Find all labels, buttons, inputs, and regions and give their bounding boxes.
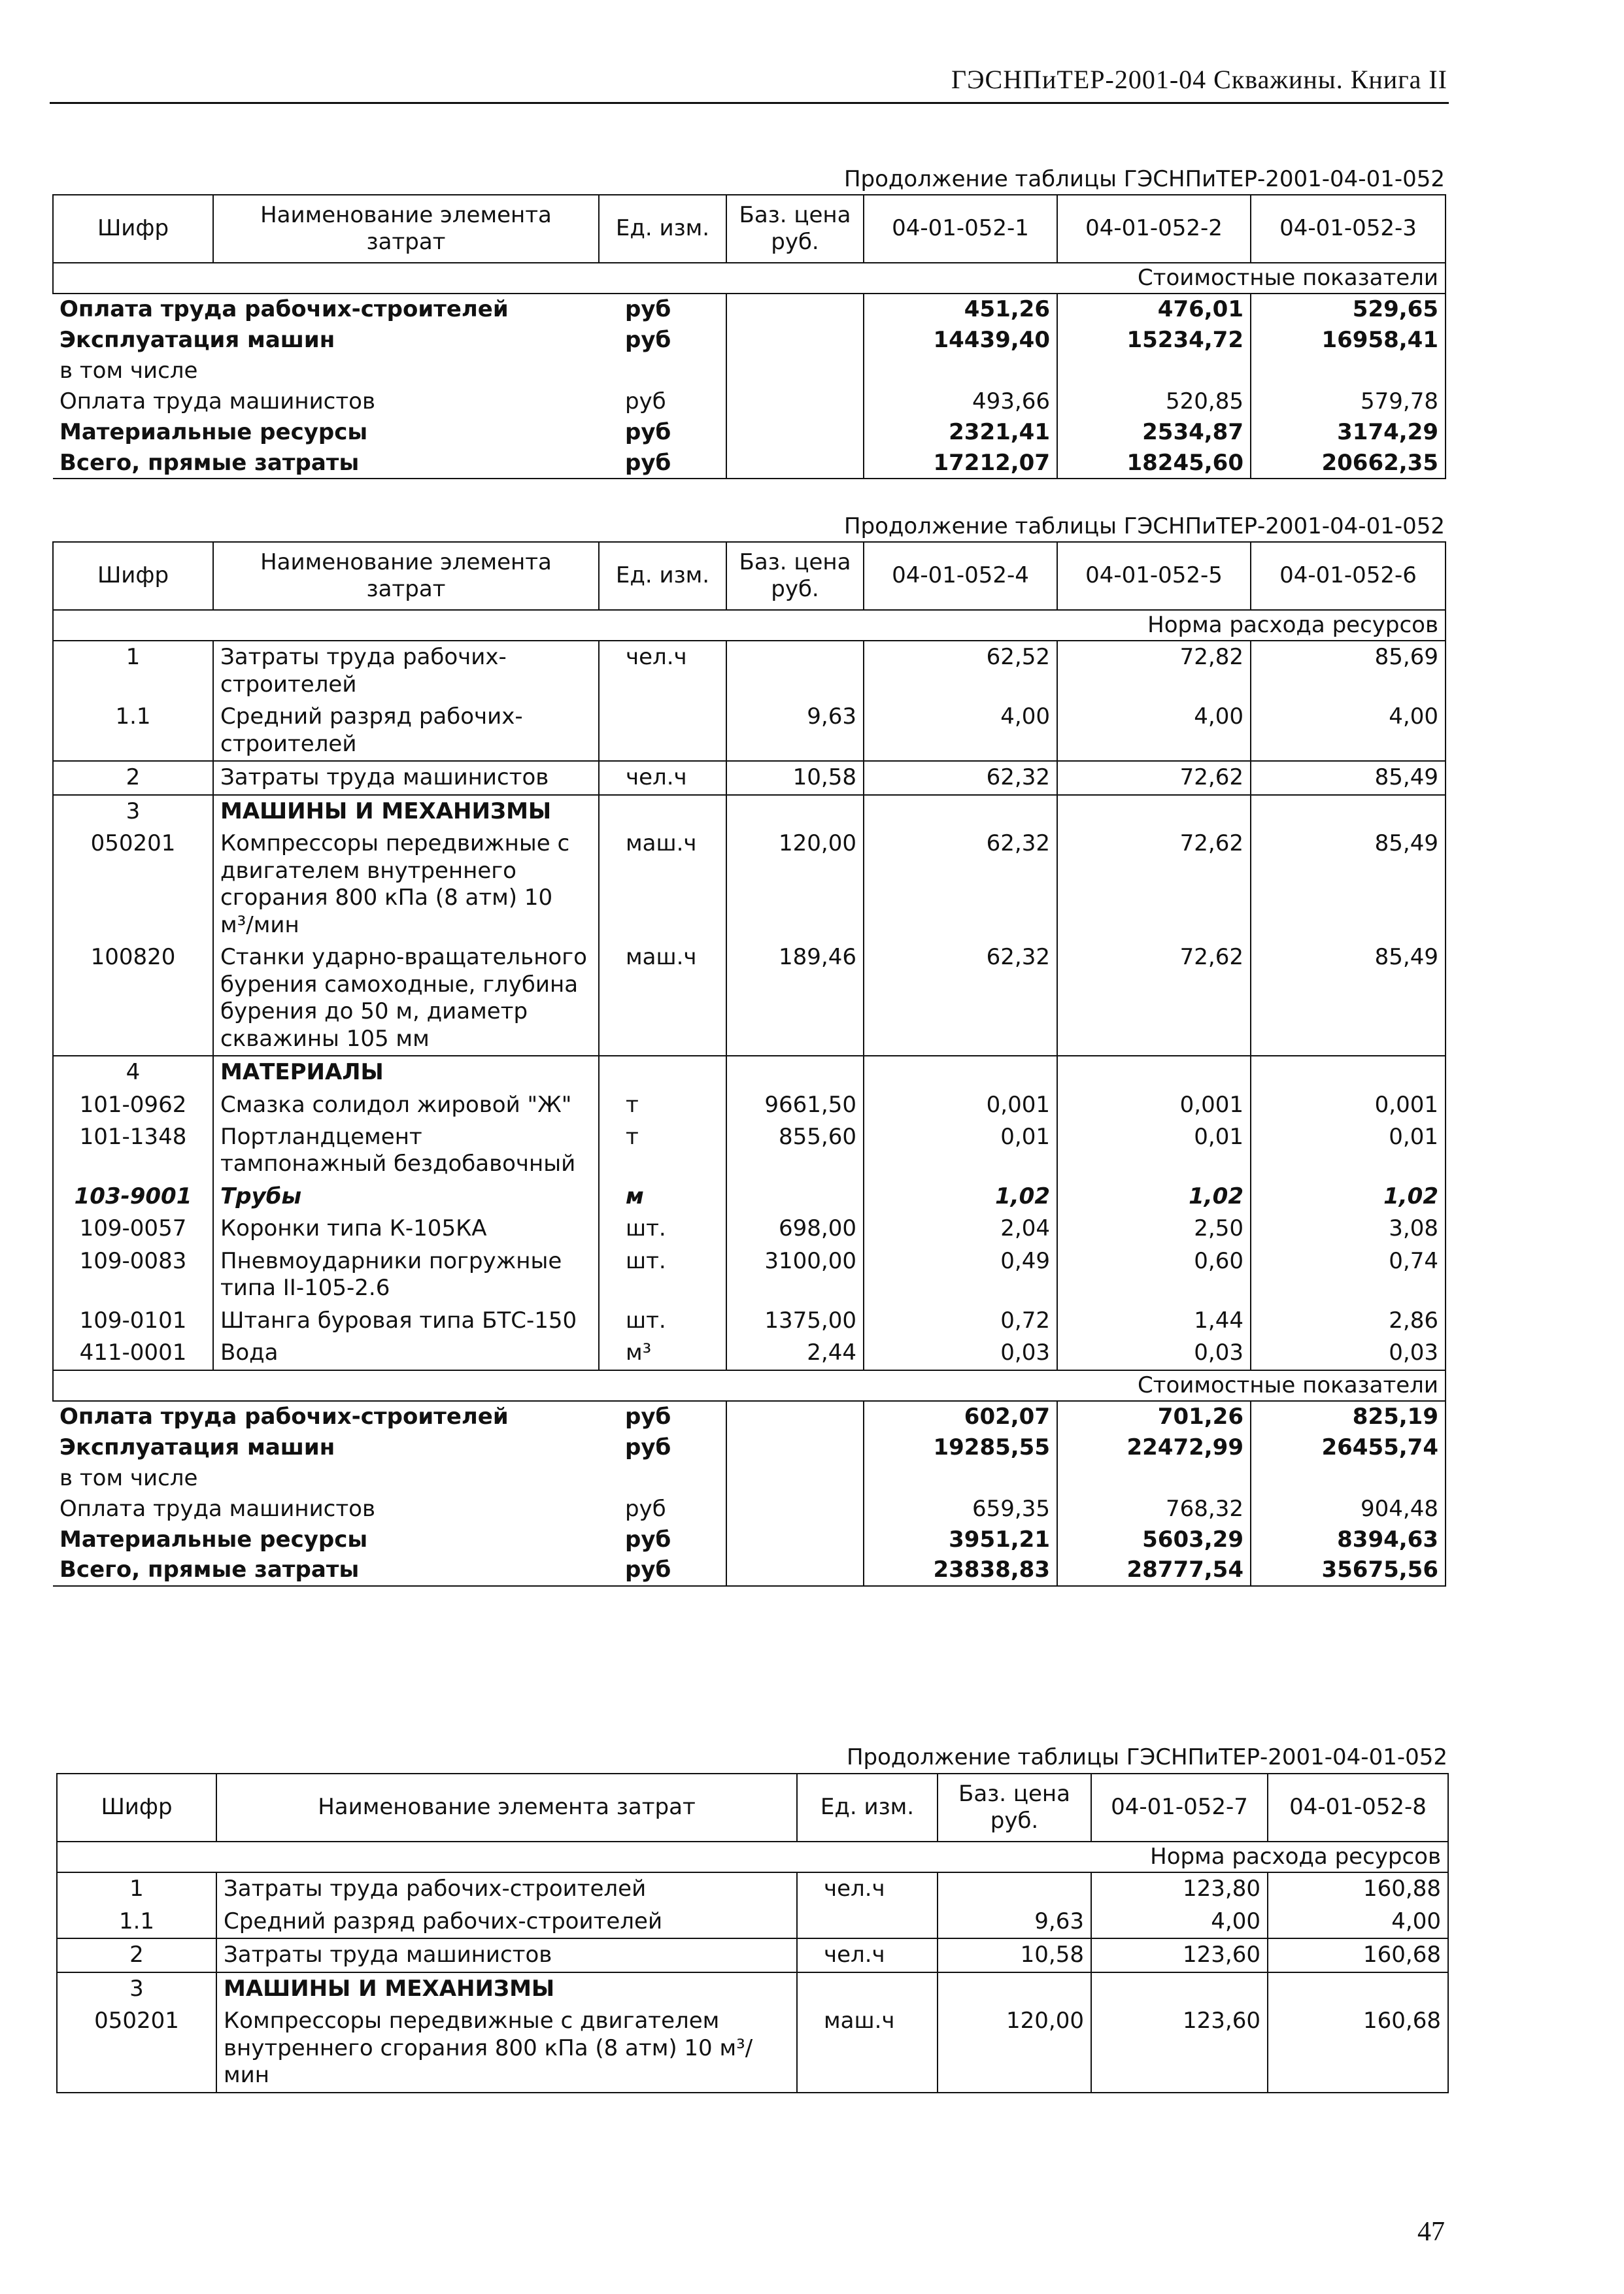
summary-value: 476,01	[1057, 294, 1251, 325]
row-unit: чел.ч	[599, 761, 726, 794]
summary-value: 579,78	[1251, 386, 1446, 417]
table-row	[57, 1972, 1448, 2005]
row-name: Затраты труда машинистов	[213, 761, 599, 794]
row-value: 160,88	[1268, 1872, 1448, 1905]
row-code: 103-9001	[53, 1181, 213, 1213]
row-code: 050201	[53, 828, 213, 941]
row-value: 0,74	[1251, 1245, 1446, 1305]
row-value: 0,03	[1251, 1337, 1446, 1370]
header-price: Баз. цена руб.	[938, 1774, 1091, 1842]
row-value: 72,62	[1057, 828, 1251, 941]
row-unit: шт.	[599, 1245, 726, 1305]
summary-price	[726, 1463, 864, 1494]
summary-name: Материальные ресурсы	[59, 1526, 368, 1553]
summary-value: 20662,35	[1251, 448, 1446, 479]
summary-unit: руб	[599, 1401, 726, 1432]
summary-value: 3174,29	[1251, 417, 1446, 448]
row-price: 698,00	[726, 1213, 864, 1245]
summary-name: Всего, прямые затраты	[53, 1555, 599, 1586]
table-row	[53, 1121, 1446, 1181]
section-label: Стоимостные показатели	[53, 263, 1446, 294]
summary-unit: руб	[599, 448, 726, 479]
summary-name: Материальные ресурсы	[59, 418, 368, 445]
row-value: 1,44	[1057, 1305, 1251, 1337]
table3	[56, 1773, 1449, 2093]
row-value: 0,60	[1057, 1245, 1251, 1305]
header-row	[53, 195, 1446, 263]
table-row	[57, 1938, 1448, 1972]
table-row	[53, 1089, 1446, 1121]
section-label: Норма расхода ресурсов	[57, 1842, 1448, 1872]
summary-row	[53, 1401, 1446, 1432]
row-code: 3	[53, 795, 213, 828]
table-row	[53, 641, 1446, 701]
table3-caption: Продолжение таблицы ГЭСНПиТЕР-2001-04-01-052	[846, 1744, 1447, 1770]
summary-price	[726, 1494, 864, 1525]
row-value	[1268, 1972, 1448, 2005]
row-price: 120,00	[726, 828, 864, 941]
row-value: 0,72	[864, 1305, 1057, 1337]
row-value: 4,00	[1268, 1906, 1448, 1938]
summary-name: в том числе	[59, 1464, 198, 1491]
summary-value	[1057, 1463, 1251, 1494]
summary-value: 493,66	[864, 386, 1057, 417]
summary-value	[1251, 356, 1446, 386]
summary-row	[53, 1463, 1446, 1494]
header-column-code: 04-01-052-3	[1251, 195, 1446, 263]
summary-row	[53, 325, 1446, 356]
row-unit: т	[599, 1121, 726, 1181]
row-unit: маш.ч	[797, 2005, 938, 2092]
summary-row	[53, 294, 1446, 325]
summary-name: Всего, прямые затраты	[53, 448, 599, 479]
summary-price	[726, 448, 864, 479]
row-value: 4,00	[1251, 701, 1446, 761]
row-value: 123,80	[1091, 1872, 1268, 1905]
summary-price	[726, 294, 864, 325]
row-value: 4,00	[864, 701, 1057, 761]
table-row	[53, 1305, 1446, 1337]
table1-caption: Продолжение таблицы ГЭСНПиТЕР-2001-04-01-052	[843, 166, 1445, 192]
summary-name: Эксплуатация машин	[59, 327, 335, 354]
header-column-code: 04-01-052-8	[1268, 1774, 1448, 1842]
row-value: 0,001	[864, 1089, 1057, 1121]
header-column-code: 04-01-052-7	[1091, 1774, 1268, 1842]
summary-value: 768,32	[1057, 1494, 1251, 1525]
summary-value: 529,65	[1251, 294, 1446, 325]
row-price	[938, 1872, 1091, 1905]
summary-value: 904,48	[1251, 1494, 1446, 1525]
row-unit: м	[599, 1181, 726, 1213]
row-name: Затраты труда машинистов	[216, 1938, 797, 1972]
summary-value: 451,26	[864, 294, 1057, 325]
row-value: 62,32	[864, 941, 1057, 1056]
summary-value: 28777,54	[1057, 1555, 1251, 1586]
summary-value: 16958,41	[1251, 325, 1446, 356]
row-price	[726, 641, 864, 701]
table-row	[57, 1872, 1448, 1905]
row-unit: шт.	[599, 1213, 726, 1245]
summary-price	[726, 417, 864, 448]
summary-row	[53, 417, 1446, 448]
row-unit	[797, 1906, 938, 1938]
summary-row	[53, 356, 1446, 386]
row-name: Трубы	[213, 1181, 599, 1213]
summary-price	[726, 325, 864, 356]
row-value: 85,49	[1251, 761, 1446, 794]
summary-value: 659,35	[864, 1494, 1057, 1525]
header-price: Баз. цена руб.	[726, 195, 864, 263]
row-value: 62,52	[864, 641, 1057, 701]
header-code: Шифр	[57, 1774, 216, 1842]
summary-name: Оплата труда рабочих-строителей	[59, 296, 509, 323]
row-name: Компрессоры передвижные с двигателем внутреннего сгорания 800 кПа (8 атм) 10 м³/мин	[216, 2005, 797, 2092]
row-value: 2,86	[1251, 1305, 1446, 1337]
row-price	[726, 1056, 864, 1088]
section-row	[53, 1370, 1446, 1401]
row-value	[1057, 1056, 1251, 1088]
row-value: 0,03	[864, 1337, 1057, 1370]
table-row	[53, 941, 1446, 1056]
row-unit	[599, 795, 726, 828]
row-value: 4,00	[1091, 1906, 1268, 1938]
summary-value: 22472,99	[1057, 1432, 1251, 1463]
row-code: 101-0962	[53, 1089, 213, 1121]
summary-price	[726, 1401, 864, 1432]
row-value: 72,82	[1057, 641, 1251, 701]
summary-value: 825,19	[1251, 1401, 1446, 1432]
table-row	[53, 761, 1446, 794]
summary-name: Оплата труда рабочих-строителей	[59, 1404, 509, 1430]
table1	[52, 194, 1446, 479]
row-price: 9661,50	[726, 1089, 864, 1121]
row-value: 4,00	[1057, 701, 1251, 761]
header-unit: Ед. изм.	[797, 1774, 938, 1842]
running-head: ГЭСНПиТЕР-2001-04 Скважины. Книга II	[951, 65, 1447, 94]
row-code: 1	[57, 1872, 216, 1905]
header-column-code: 04-01-052-1	[864, 195, 1057, 263]
header-column-code: 04-01-052-5	[1057, 542, 1251, 610]
header-column-code: 04-01-052-4	[864, 542, 1057, 610]
row-value: 1,02	[1057, 1181, 1251, 1213]
row-name: Затраты труда рабочих-строителей	[216, 1872, 797, 1905]
row-value: 123,60	[1091, 2005, 1268, 2092]
row-unit: маш.ч	[599, 828, 726, 941]
table-row	[53, 1056, 1446, 1088]
summary-value: 2534,87	[1057, 417, 1251, 448]
summary-value: 15234,72	[1057, 325, 1251, 356]
row-price: 9,63	[938, 1906, 1091, 1938]
summary-value: 26455,74	[1251, 1432, 1446, 1463]
summary-value	[864, 1463, 1057, 1494]
row-code: 101-1348	[53, 1121, 213, 1181]
row-name: Затраты труда рабочих-строителей	[213, 641, 599, 701]
summary-row	[53, 1525, 1446, 1555]
row-code: 2	[53, 761, 213, 794]
header-row	[57, 1774, 1448, 1842]
table-row	[53, 1181, 1446, 1213]
summary-row	[53, 386, 1446, 417]
table-row	[57, 1906, 1448, 1938]
row-price	[726, 1181, 864, 1213]
header-column-code: 04-01-052-6	[1251, 542, 1446, 610]
row-code: 109-0057	[53, 1213, 213, 1245]
row-value: 1,02	[864, 1181, 1057, 1213]
table2	[52, 541, 1446, 1587]
summary-value: 19285,55	[864, 1432, 1057, 1463]
summary-value	[1057, 356, 1251, 386]
summary-value: 3951,21	[864, 1525, 1057, 1555]
row-value: 0,001	[1251, 1089, 1446, 1121]
summary-unit	[599, 356, 726, 386]
row-price: 855,60	[726, 1121, 864, 1181]
table-row	[53, 701, 1446, 761]
row-value: 85,69	[1251, 641, 1446, 701]
header-unit: Ед. изм.	[599, 542, 726, 610]
summary-unit: руб	[599, 1525, 726, 1555]
row-unit: маш.ч	[599, 941, 726, 1056]
summary-unit: руб	[599, 1432, 726, 1463]
row-code: 109-0083	[53, 1245, 213, 1305]
row-value	[1251, 795, 1446, 828]
row-price: 1375,00	[726, 1305, 864, 1337]
summary-row	[53, 1555, 1446, 1586]
row-value: 85,49	[1251, 941, 1446, 1056]
table-row	[53, 1213, 1446, 1245]
row-value: 2,04	[864, 1213, 1057, 1245]
header-unit: Ед. изм.	[599, 195, 726, 263]
row-price	[726, 795, 864, 828]
row-value	[1251, 1056, 1446, 1088]
row-code: 2	[57, 1938, 216, 1972]
row-value: 72,62	[1057, 941, 1251, 1056]
row-price: 3100,00	[726, 1245, 864, 1305]
row-name: Смазка солидол жировой "Ж"	[213, 1089, 599, 1121]
row-value: 160,68	[1268, 1938, 1448, 1972]
row-price	[938, 1972, 1091, 2005]
summary-name: Оплата труда машинистов	[59, 388, 376, 414]
row-code: 411-0001	[53, 1337, 213, 1370]
table2-caption: Продолжение таблицы ГЭСНПиТЕР-2001-04-01-052	[843, 513, 1445, 539]
section-label: Норма расхода ресурсов	[53, 610, 1446, 641]
row-value: 2,50	[1057, 1213, 1251, 1245]
header-name: Наименование элемента затрат	[213, 542, 599, 610]
row-unit: шт.	[599, 1305, 726, 1337]
summary-value: 701,26	[1057, 1401, 1251, 1432]
row-value: 0,01	[864, 1121, 1057, 1181]
summary-row	[53, 448, 1446, 479]
row-name: Штанга буровая типа БТС-150	[213, 1305, 599, 1337]
row-name: Средний разряд рабочих-строителей	[216, 1906, 797, 1938]
row-value: 62,32	[864, 828, 1057, 941]
row-unit: чел.ч	[797, 1872, 938, 1905]
summary-price	[726, 386, 864, 417]
row-name: МАШИНЫ И МЕХАНИЗМЫ	[216, 1972, 797, 2005]
summary-value: 520,85	[1057, 386, 1251, 417]
summary-unit	[599, 1463, 726, 1494]
row-unit: т	[599, 1089, 726, 1121]
summary-name: Эксплуатация машин	[59, 1434, 335, 1461]
row-value: 0,01	[1057, 1121, 1251, 1181]
summary-unit: руб	[599, 325, 726, 356]
summary-name: Оплата труда машинистов	[59, 1495, 376, 1522]
row-value: 0,001	[1057, 1089, 1251, 1121]
summary-value: 2321,41	[864, 417, 1057, 448]
summary-unit: руб	[599, 1494, 726, 1525]
row-unit: м³	[599, 1337, 726, 1370]
row-unit	[797, 1972, 938, 2005]
row-unit: чел.ч	[797, 1938, 938, 1972]
header-price: Баз. цена руб.	[726, 542, 864, 610]
row-value	[864, 1056, 1057, 1088]
row-price: 9,63	[726, 701, 864, 761]
row-value	[1057, 795, 1251, 828]
row-code: 1	[53, 641, 213, 701]
row-value: 0,01	[1251, 1121, 1446, 1181]
row-value	[1091, 1972, 1268, 2005]
page-number: 47	[1417, 2217, 1445, 2247]
summary-unit: руб	[599, 1555, 726, 1586]
summary-row	[53, 1494, 1446, 1525]
section-row	[57, 1842, 1448, 1872]
row-name: Вода	[213, 1337, 599, 1370]
row-price: 10,58	[938, 1938, 1091, 1972]
table-row	[53, 1245, 1446, 1305]
summary-value: 602,07	[864, 1401, 1057, 1432]
summary-value: 23838,83	[864, 1555, 1057, 1586]
row-name: Станки ударно-вращательного бурения самоходные, глубина бурения до 50 м, диаметр скважины 105 мм	[213, 941, 599, 1056]
section-row	[53, 263, 1446, 294]
row-name: Средний разряд рабочих-строителей	[213, 701, 599, 761]
row-unit: чел.ч	[599, 641, 726, 701]
summary-price	[726, 1555, 864, 1586]
row-code: 1.1	[53, 701, 213, 761]
header-name: Наименование элемента затрат	[216, 1774, 797, 1842]
summary-value: 14439,40	[864, 325, 1057, 356]
summary-value	[864, 356, 1057, 386]
row-code: 100820	[53, 941, 213, 1056]
row-code: 109-0101	[53, 1305, 213, 1337]
summary-value: 18245,60	[1057, 448, 1251, 479]
row-name: Коронки типа К-105КА	[213, 1213, 599, 1245]
row-price: 189,46	[726, 941, 864, 1056]
row-value: 160,68	[1268, 2005, 1448, 2092]
summary-value	[1251, 1463, 1446, 1494]
summary-value: 5603,29	[1057, 1525, 1251, 1555]
summary-value: 35675,56	[1251, 1555, 1446, 1586]
header-name: Наименование элемента затрат	[213, 195, 599, 263]
summary-price	[726, 1432, 864, 1463]
row-unit	[599, 701, 726, 761]
row-value: 0,03	[1057, 1337, 1251, 1370]
summary-unit: руб	[599, 417, 726, 448]
table-row	[53, 1337, 1446, 1370]
row-name: Портландцемент тампонажный бездобавочный	[213, 1121, 599, 1181]
row-value: 123,60	[1091, 1938, 1268, 1972]
row-value: 72,62	[1057, 761, 1251, 794]
row-price: 2,44	[726, 1337, 864, 1370]
summary-price	[726, 356, 864, 386]
row-code: 1.1	[57, 1906, 216, 1938]
row-code: 050201	[57, 2005, 216, 2092]
row-value: 85,49	[1251, 828, 1446, 941]
row-value: 0,49	[864, 1245, 1057, 1305]
table-row	[57, 2005, 1448, 2092]
row-unit	[599, 1056, 726, 1088]
row-value: 3,08	[1251, 1213, 1446, 1245]
row-value: 62,32	[864, 761, 1057, 794]
summary-row	[53, 1432, 1446, 1463]
row-price: 10,58	[726, 761, 864, 794]
row-price: 120,00	[938, 2005, 1091, 2092]
header-rule	[50, 102, 1449, 104]
section-row	[53, 610, 1446, 641]
header-column-code: 04-01-052-2	[1057, 195, 1251, 263]
summary-price	[726, 1525, 864, 1555]
row-name: МАТЕРИАЛЫ	[213, 1056, 599, 1088]
summary-unit: руб	[599, 386, 726, 417]
header-code: Шифр	[53, 195, 213, 263]
summary-value: 8394,63	[1251, 1525, 1446, 1555]
section-label: Стоимостные показатели	[53, 1370, 1446, 1401]
row-name: МАШИНЫ И МЕХАНИЗМЫ	[213, 795, 599, 828]
summary-name: в том числе	[59, 358, 198, 384]
header-row	[53, 542, 1446, 610]
table-row	[53, 828, 1446, 941]
row-value	[864, 795, 1057, 828]
table-row	[53, 795, 1446, 828]
header-code: Шифр	[53, 542, 213, 610]
summary-unit: руб	[599, 294, 726, 325]
row-name: Компрессоры передвижные с двигателем внутреннего сгорания 800 кПа (8 атм) 10 м³/мин	[213, 828, 599, 941]
row-value: 1,02	[1251, 1181, 1446, 1213]
row-code: 4	[53, 1056, 213, 1088]
summary-value: 17212,07	[864, 448, 1057, 479]
row-code: 3	[57, 1972, 216, 2005]
row-name: Пневмоударники погружные типа II-105-2.6	[213, 1245, 599, 1305]
